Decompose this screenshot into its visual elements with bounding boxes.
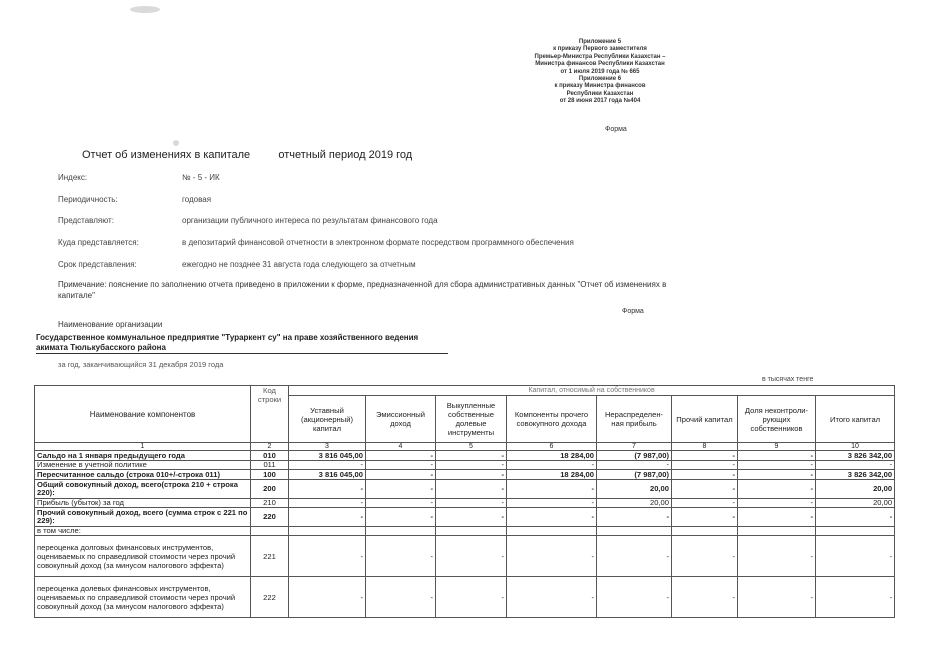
row-cell: -	[436, 451, 507, 461]
row-cell: -	[289, 499, 366, 508]
row-cell: -	[738, 508, 816, 527]
column-number: 5	[436, 443, 507, 451]
appendix-line: от 28 июня 2017 года №404	[559, 98, 641, 105]
row-cell: -	[436, 536, 507, 577]
row-cell: -	[672, 480, 738, 499]
column-number-row	[35, 443, 895, 451]
row-cell: -	[738, 470, 816, 480]
organization-underline	[36, 353, 448, 354]
table-row	[35, 470, 895, 480]
row-cell: 3 826 342,00	[816, 451, 895, 461]
scan-smudge	[130, 6, 160, 13]
row-code: 221	[251, 536, 289, 577]
row-cell	[597, 527, 672, 536]
row-cell: -	[507, 461, 597, 470]
appendix-line: к приказу Первого заместителя	[553, 46, 647, 53]
info-label-periodicity: Периодичность:	[58, 195, 118, 204]
row-cell: -	[672, 499, 738, 508]
column-header: Уставный (акционерный) капитал	[289, 396, 366, 443]
row-cell: -	[366, 470, 436, 480]
row-cell: 20,00	[816, 499, 895, 508]
units-label: в тысячах тенге	[762, 376, 814, 383]
appendix-line: Республики Казахстан	[566, 90, 634, 97]
column-number: 6	[507, 443, 597, 451]
report-title	[82, 149, 412, 161]
row-cell: 18 284,00	[507, 451, 597, 461]
row-cell: 20,00	[597, 480, 672, 499]
row-cell	[289, 527, 366, 536]
row-cell	[738, 527, 816, 536]
row-cell: -	[289, 480, 366, 499]
appendix-line: Премьер-Министра Республики Казахстан –	[534, 53, 666, 60]
organization-label: Наименование организации	[58, 320, 163, 329]
capital-changes-table	[34, 385, 895, 618]
row-cell: -	[597, 508, 672, 527]
row-cell: -	[366, 499, 436, 508]
table-row	[35, 527, 895, 536]
row-cell	[507, 527, 597, 536]
row-cell: -	[738, 499, 816, 508]
row-cell: (7 987,00)	[597, 470, 672, 480]
row-cell	[436, 527, 507, 536]
row-cell: -	[597, 577, 672, 618]
row-code: 100	[251, 470, 289, 480]
column-header: Нераспределен-ная прибыль	[597, 396, 672, 443]
table-row	[35, 480, 895, 499]
row-cell: 3 816 045,00	[289, 451, 366, 461]
row-cell: -	[289, 508, 366, 527]
note-text: Примечание: пояснение по заполнению отчета приведено в приложении к форме, предназначенной для сбора административных данных "Отчет об изменениях в капитале"	[58, 280, 667, 300]
appendix-block	[505, 39, 695, 106]
column-header: Эмиссионный доход	[366, 396, 436, 443]
info-value-deadline: ежегодно не позднее 31 августа года следующего за отчетным	[182, 260, 416, 269]
info-label-destination: Куда представляется:	[58, 238, 139, 247]
row-cell: -	[672, 461, 738, 470]
appendix-line: от 1 июля 2019 года № 665	[560, 68, 640, 75]
row-cell: -	[289, 536, 366, 577]
row-cell: -	[507, 499, 597, 508]
column-number: 8	[672, 443, 738, 451]
appendix-line: Приложение 5	[578, 39, 622, 45]
row-cell: -	[507, 480, 597, 499]
row-cell: -	[436, 480, 507, 499]
row-cell: -	[597, 536, 672, 577]
form-label-2: Форма	[622, 308, 644, 315]
row-cell: -	[738, 536, 816, 577]
row-cell: -	[597, 461, 672, 470]
row-cell: -	[672, 451, 738, 461]
row-cell: (7 987,00)	[597, 451, 672, 461]
table-row	[35, 451, 895, 461]
row-name: переоценка долевых финансовых инструментов, оцениваемых по справедливой стоимости через прочий совокупный доход (за минусом налогового эффекта)	[35, 577, 251, 618]
row-cell: -	[816, 461, 895, 470]
scan-smudge	[173, 140, 179, 146]
form-label: Форма	[605, 126, 627, 133]
row-cell: 20,00	[816, 480, 895, 499]
row-code	[251, 527, 289, 536]
report-title-main: Отчет об изменениях в капитале	[82, 149, 251, 161]
row-code: 220	[251, 508, 289, 527]
column-header: Прочий капитал	[672, 396, 738, 443]
row-code: 210	[251, 499, 289, 508]
row-cell: -	[816, 536, 895, 577]
row-code: 011	[251, 461, 289, 470]
row-code: 200	[251, 480, 289, 499]
row-cell: -	[436, 461, 507, 470]
appendix-line: к приказу Министра финансов	[554, 83, 646, 90]
row-cell: -	[507, 577, 597, 618]
row-cell: -	[366, 451, 436, 461]
row-cell: -	[436, 508, 507, 527]
row-name: в том числе:	[35, 527, 251, 536]
info-label-index: Индекс:	[58, 173, 88, 182]
row-cell: -	[738, 451, 816, 461]
row-name: Изменение в учетной политике	[35, 461, 251, 470]
row-cell: -	[366, 508, 436, 527]
row-cell: -	[738, 461, 816, 470]
row-code: 222	[251, 577, 289, 618]
column-header: Компоненты прочего совокупного дохода	[507, 396, 597, 443]
column-number: 9	[738, 443, 816, 451]
appendix-line: Приложение 6	[578, 76, 622, 83]
info-value-index: № - 5 - ИК	[182, 173, 220, 182]
row-cell: -	[816, 577, 895, 618]
row-cell: 3 816 045,00	[289, 470, 366, 480]
row-cell: -	[672, 577, 738, 618]
row-cell: -	[366, 480, 436, 499]
table-body	[35, 451, 895, 618]
row-cell: -	[436, 577, 507, 618]
table-header-row	[35, 386, 895, 396]
row-cell	[672, 527, 738, 536]
column-number: 2	[251, 443, 289, 451]
row-name: Прибыль (убыток) за год	[35, 499, 251, 508]
column-header: Итого капитал	[816, 396, 895, 443]
row-cell: -	[436, 470, 507, 480]
row-cell: -	[289, 461, 366, 470]
info-label-submitters: Представляют:	[58, 216, 114, 225]
column-number: 4	[366, 443, 436, 451]
row-cell: -	[738, 480, 816, 499]
column-number: 7	[597, 443, 672, 451]
row-cell: -	[436, 499, 507, 508]
info-value-destination: в депозитарий финансовой отчетности в электронном формате посредством программного обеспечения	[182, 238, 574, 247]
column-header-code: Код строки	[251, 386, 289, 443]
row-cell: -	[289, 577, 366, 618]
row-cell: 3 826 342,00	[816, 470, 895, 480]
row-name: Прочий совокупный доход, всего (сумма строк с 221 по 229):	[35, 508, 251, 527]
table-row	[35, 536, 895, 577]
row-cell: -	[366, 536, 436, 577]
row-cell: -	[816, 508, 895, 527]
row-cell	[366, 527, 436, 536]
column-number: 10	[816, 443, 895, 451]
column-number: 3	[289, 443, 366, 451]
organization-name: Государственное коммунальное предприятие "Тураркент су" на праве хозяйственного ведения акимата Тюлькубасского района	[36, 333, 419, 352]
info-value-submitters: организации публичного интереса по результатам финансового года	[182, 216, 438, 225]
report-period: отчетный период 2019 год	[278, 149, 413, 161]
row-cell: -	[672, 508, 738, 527]
row-cell: -	[672, 536, 738, 577]
column-header-name: Наименование компонентов	[35, 386, 251, 443]
row-cell: -	[366, 461, 436, 470]
column-number: 1	[35, 443, 251, 451]
row-cell: 20,00	[597, 499, 672, 508]
row-cell: -	[738, 577, 816, 618]
column-header: Доля неконтроли-рующих собственников	[738, 396, 816, 443]
row-name: переоценка долговых финансовых инструментов, оцениваемых по справедливой стоимости через прочий совокупный доход (за минусом налогового эффекта)	[35, 536, 251, 577]
table-row	[35, 461, 895, 470]
row-name: Сальдо на 1 января предыдущего года	[35, 451, 251, 461]
appendix-line: Министра финансов Республики Казахстан	[535, 61, 665, 68]
row-cell: -	[672, 470, 738, 480]
info-label-deadline: Срок представления:	[58, 260, 137, 269]
period-text: за год, заканчивающийся 31 декабря 2019 года	[58, 360, 224, 369]
row-name: Общий совокупный доход, всего(строка 210 + строка 220):	[35, 480, 251, 499]
row-code: 010	[251, 451, 289, 461]
row-cell: -	[366, 577, 436, 618]
row-cell	[816, 527, 895, 536]
table-row	[35, 508, 895, 527]
info-value-periodicity: годовая	[182, 195, 212, 204]
table-row	[35, 577, 895, 618]
row-cell: -	[507, 508, 597, 527]
row-cell: -	[507, 536, 597, 577]
column-group-header: Капитал, относимый на собственников	[289, 386, 895, 396]
column-header: Выкупленные собственные долевые инструменты	[436, 396, 507, 443]
row-cell: 18 284,00	[507, 470, 597, 480]
table-row	[35, 499, 895, 508]
row-name: Пересчитанное сальдо (строка 010+/-строка 011)	[35, 470, 251, 480]
